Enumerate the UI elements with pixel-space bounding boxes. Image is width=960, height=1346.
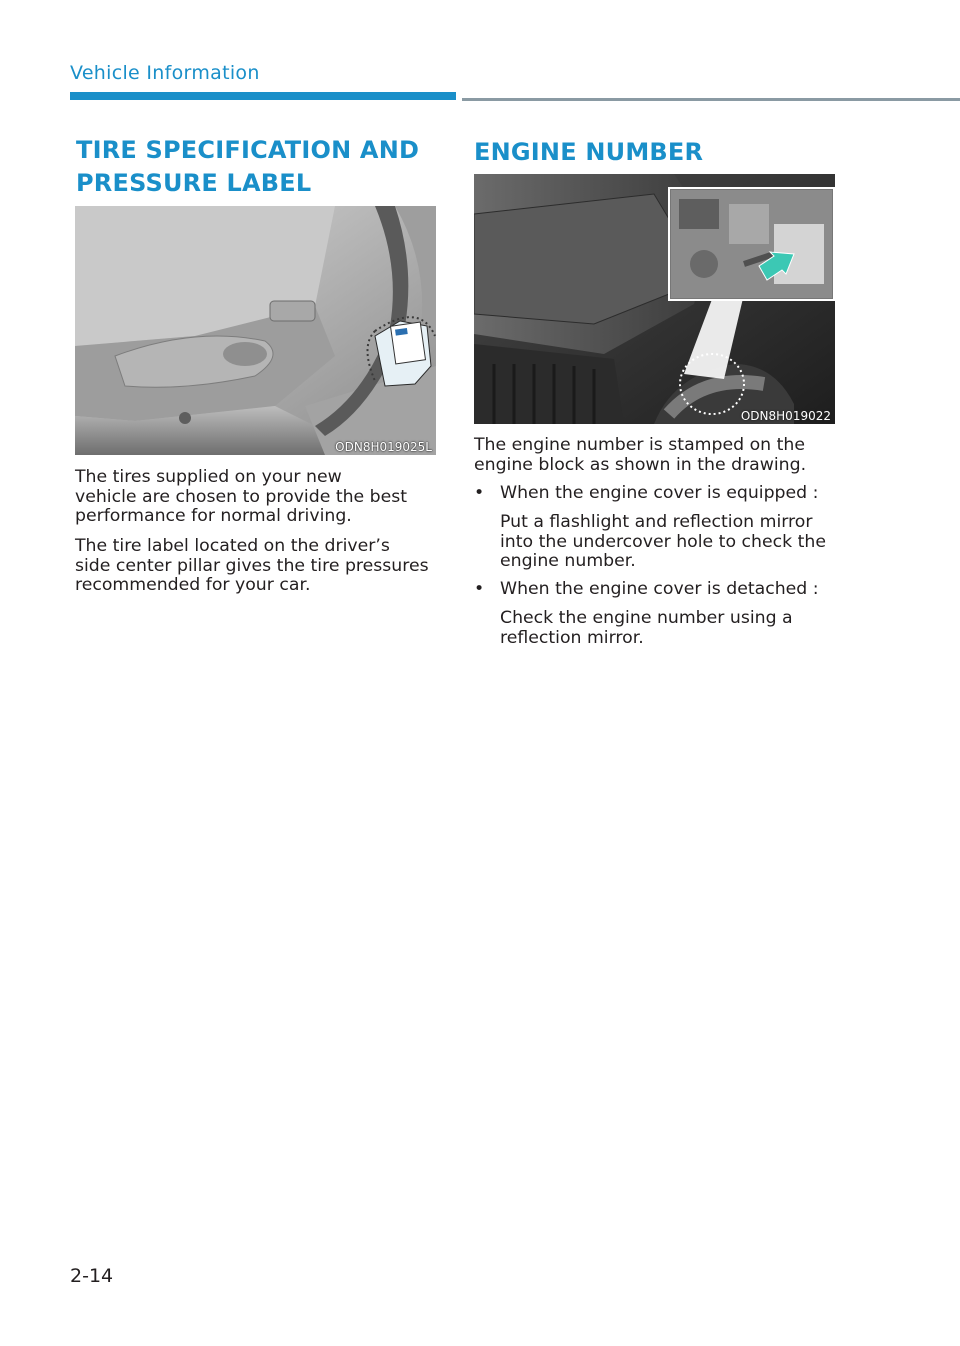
bullet-text: When the engine cover is detached : [500,579,819,599]
header-rule-accent [70,92,456,100]
text-line: recommended for your car. [75,575,311,595]
text-line: engine number. [500,551,636,571]
bullet-icon: • [474,483,485,503]
bullet-icon: • [474,579,485,599]
running-header: Vehicle Information [70,62,260,84]
section-title-engine-number: ENGINE NUMBER [474,138,704,166]
car-seat-door-illustration [75,206,436,455]
text-line: performance for normal driving. [75,506,352,526]
engine-bay-illustration [474,174,835,424]
text-line: side center pillar gives the tire pressures [75,555,429,576]
bullet-item [474,484,854,504]
bullet-item [474,580,854,600]
text-line: reflection mirror. [500,627,644,648]
title-line: TIRE SPECIFICATION AND [76,136,420,164]
bullet-1-detail [500,513,826,572]
engine-intro-paragraph [474,436,806,475]
text-line: Put a flashlight and reflection mirror [500,512,813,532]
text-line: vehicle are chosen to provide the best [75,486,408,507]
tire-label-figure [75,206,436,455]
tire-paragraph-1 [75,468,407,527]
figure-code: ODN8H019022 [740,409,831,423]
bullet-2-detail [500,609,793,648]
page-number: 2-14 [70,1265,114,1287]
text-line: engine block as shown in the drawing. [474,454,807,475]
text-line: into the undercover hole to check the [500,531,826,552]
engine-detail-inset [671,190,832,298]
header-rule-gray [462,98,960,101]
bullet-text: When the engine cover is equipped : [500,483,819,503]
section-title-tire-label [76,134,419,200]
title-line: PRESSURE LABEL [76,169,312,197]
text-line: The engine number is stamped on the [474,435,805,455]
text-line: The tires supplied on your new [75,467,342,487]
engine-number-figure [474,174,835,424]
text-line: Check the engine number using a [500,608,793,628]
text-line: The tire label located on the driver’s [75,536,390,556]
tire-paragraph-2 [75,537,429,596]
figure-code: ODN8H019025L [335,440,432,454]
